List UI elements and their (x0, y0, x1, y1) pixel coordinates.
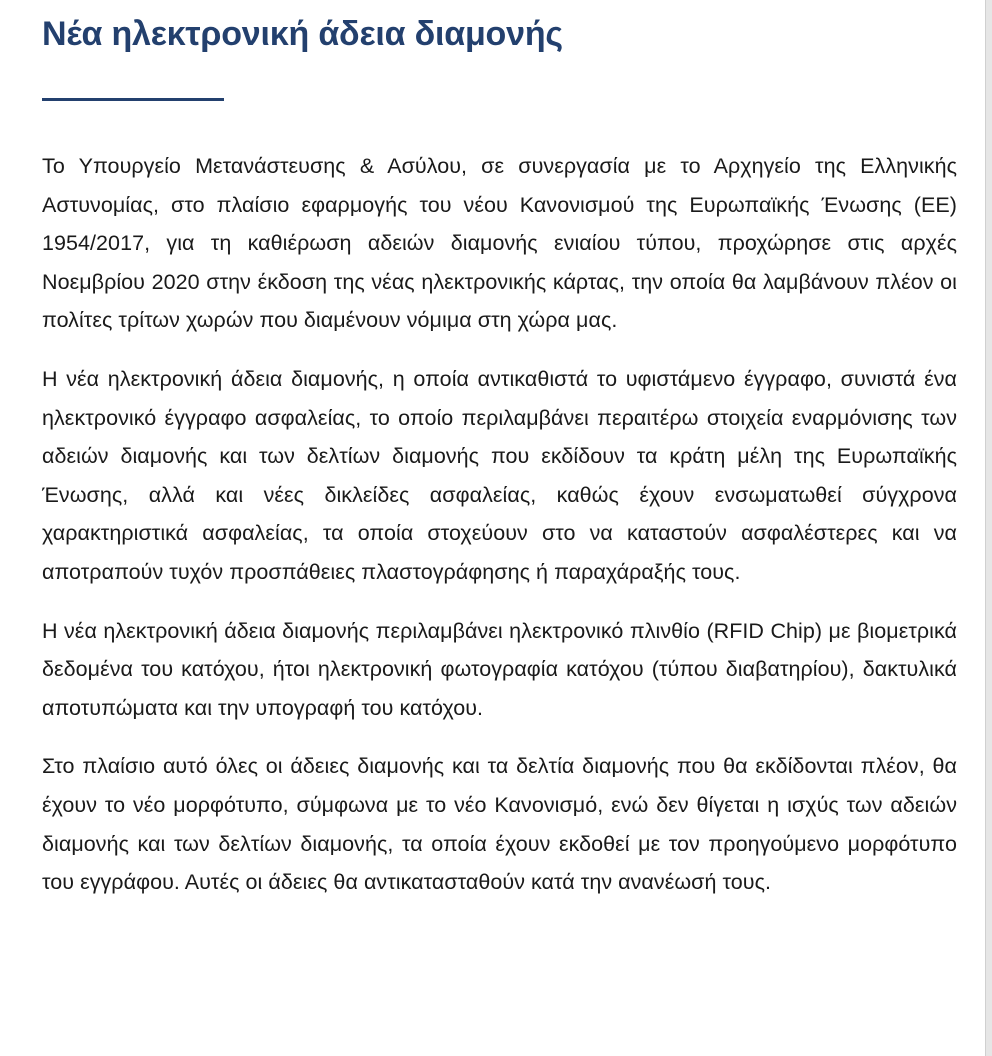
paragraph-3: Η νέα ηλεκτρονική άδεια διαμονής περιλαμβάνει ηλεκτρονικό πλινθίο (RFID Chip) με βιομετρικά δεδομένα του κατόχου, ήτοι ηλεκτρονική φωτογραφία κατόχου (τύπου διαβατηρίου), δακτυλικά αποτυπώματα και την υπογραφή του κατόχου. (42, 618, 957, 720)
paragraph-2: Η νέα ηλεκτρονική άδεια διαμονής, η οποία αντικαθιστά το υφιστάμενο έγγραφο, συνιστά ένα ηλεκτρονικό έγγραφο ασφαλείας, το οποίο περιλαμβάνει περαιτέρω στοιχεία εναρμόνισης των αδειών διαμονής και των δελτίων διαμονής που εκδίδουν τα κράτη μέλη της Ευρωπαϊκής Ένωσης, αλλά και νέες δικλείδες ασφαλείας, καθώς έχουν ενσωματωθεί σύγχρονα χαρακτηριστικά ασφαλείας, τα οποία στοχεύουν στο να καταστούν ασφαλέστερες και να αποτραπούν τυχόν προσπάθειες πλαστογράφησης ή παραχάραξής τους. (42, 366, 957, 584)
paragraph-1: Το Υπουργείο Μετανάστευσης & Ασύλου, σε συνεργασία με το Αρχηγείο της Ελληνικής Αστυνομίας, στο πλαίσιο εφαρμογής του νέου Κανονισμού της Ευρωπαϊκής Ένωσης (ΕΕ) 1954/2017, για τη καθιέρωση αδειών διαμονής ενιαίου τύπου, προχώρησε στις αρχές Νοεμβρίου 2020 στην έκδοση της νέας ηλεκτρονικής κάρτας, την οποία θα λαμβάνουν πλέον οι πολίτες τρίτων χωρών που διαμένουν νόμιμα στη χώρα μας. (42, 154, 957, 333)
paragraph-4: Στο πλαίσιο αυτό όλες οι άδειες διαμονής και τα δελτία διαμονής που θα εκδίδονται πλέον, θα έχουν το νέο μορφότυπο, σύμφωνα με το νέο Κανονισμό, ενώ δεν θίγεται η ισχύς των αδειών διαμονής και των δελτίων διαμονής, τα οποία έχουν εκδοθεί με τον προηγούμενο μορφότυπο του εγγράφου. Αυτές οι άδειες θα αντικατασταθούν κατά την ανανέωσή τους. (42, 754, 957, 895)
article-container (42, 0, 957, 922)
window-right-edge (985, 0, 992, 1056)
page-title: Νέα ηλεκτρονική άδεια διαμονής (42, 15, 563, 53)
title-underline-divider (42, 98, 224, 101)
article-body (42, 147, 957, 902)
